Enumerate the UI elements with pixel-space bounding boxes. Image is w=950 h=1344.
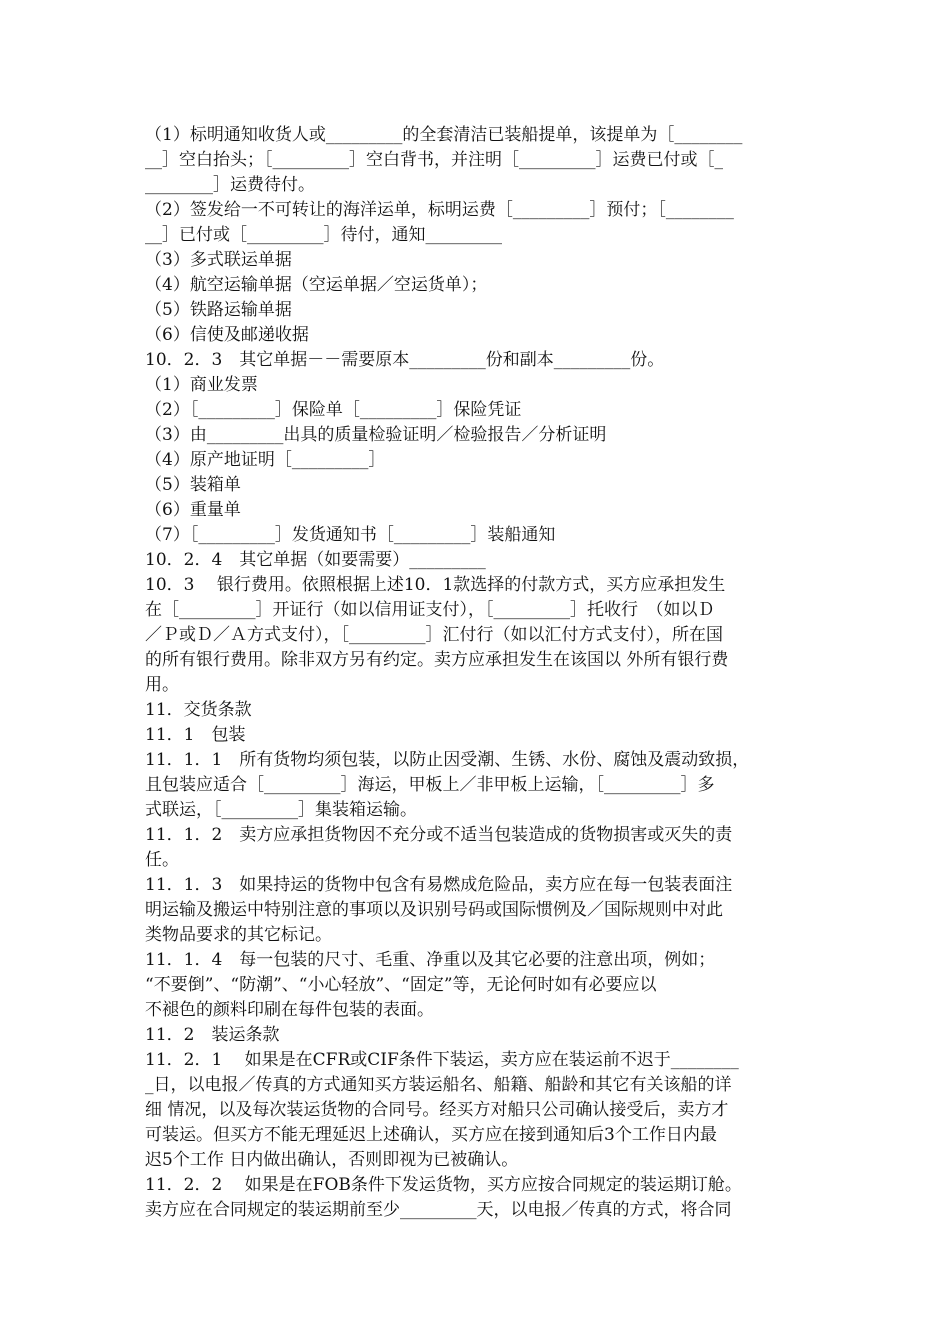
text-line: ________］运费待付。 — [145, 175, 315, 195]
text-line: （3）由_________出具的质量检验证明／检验报告／分析证明 — [145, 425, 607, 445]
section-heading: 11．1．1 所有货物均须包装，以防止因受潮、生锈、水份、腐蚀及震动致损， — [145, 750, 750, 770]
text-line: 式联运，［_________］集装箱运输。 — [145, 800, 417, 820]
text-line: 用。 — [145, 675, 179, 695]
text-line: （1）标明通知收货人或_________的全套清洁已装船提单，该提单为［________ — [145, 125, 743, 145]
section-heading: 11．1．4 每一包装的尺寸、毛重、净重以及其它必要的注意出项，例如； — [145, 950, 716, 970]
text-line: （1）商业发票 — [145, 375, 258, 395]
text-line: （4）原产地证明［_________］ — [145, 450, 386, 470]
text-line: 任。 — [145, 850, 179, 870]
section-heading: 11．2 装运条款 — [145, 1025, 280, 1045]
section-heading: 11．2．1 如果是在CFR或CIF条件下装运，卖方应在装运前不迟于________ — [145, 1050, 739, 1070]
text-line: __］已付或［_________］待付，通知_________ — [145, 225, 502, 245]
text-line: （4）航空运输单据（空运单据／空运货单）； — [145, 275, 488, 295]
text-line: 类物品要求的其它标记。 — [145, 925, 332, 945]
text-line: 在［_________］开证行（如以信用证支付），［_________］托收行 （如以Ｄ — [145, 600, 715, 620]
text-line: “不要倒”、“防潮”、“小心轻放”、“固定”等，无论何时如有必要应以 — [145, 975, 657, 995]
text-line: 且包装应适合［_________］海运，甲板上／非甲板上运输，［_________］多 — [145, 775, 715, 795]
section-heading: 11．1 包装 — [145, 725, 246, 745]
text-line: 迟5个工作 日内做出确认，否则即视为已被确认。 — [145, 1150, 519, 1170]
document-page — [145, 123, 810, 1223]
text-line: 细 情况，以及每次装运货物的合同号。经买方对船只公司确认接受后，卖方才 — [145, 1100, 729, 1120]
text-line: （5）铁路运输单据 — [145, 300, 292, 320]
text-line: （6）信使及邮递收据 — [145, 325, 309, 345]
text-line: _日，以电报／传真的方式通知买方装运船名、船籍、船龄和其它有关该船的详 — [145, 1075, 732, 1095]
text-line: （7）［_________］发货通知书［_________］装船通知 — [145, 525, 556, 545]
text-line: （2）签发给一不可转让的海洋运单，标明运费［_________］预付；［________ — [145, 200, 734, 220]
section-heading: 10．3 银行费用。依照根据上述10．1款选择的付款方式，买方应承担发生 — [145, 575, 726, 595]
text-line: 的所有银行费用。除非双方另有约定。卖方应承担发生在该国以 外所有银行费 — [145, 650, 729, 670]
section-heading: 10．2．3 其它单据－－需要原本_________份和副本_________份。 — [145, 350, 665, 370]
text-line: 可装运。但买方不能无理延迟上述确认，买方应在接到通知后3个工作日内最 — [145, 1125, 717, 1145]
text-line: ／Ｐ或Ｄ／Ａ方式支付），［_________］汇付行（如以汇付方式支付），所在国 — [145, 625, 723, 645]
text-line: （6）重量单 — [145, 500, 241, 520]
text-line: 不褪色的颜料印刷在每件包装的表面。 — [145, 1000, 434, 1020]
text-line: __］空白抬头；［_________］空白背书，并注明［_________］运费已付或［_ — [145, 150, 723, 170]
text-line: 明运输及搬运中特别注意的事项以及识别号码或国际惯例及／国际规则中对此 — [145, 900, 723, 920]
section-heading: 11．1．3 如果持运的货物中包含有易燃成危险品，卖方应在每一包装表面注 — [145, 875, 733, 895]
section-heading: 11．交货条款 — [145, 700, 252, 720]
section-heading: 11．1．2 卖方应承担货物因不充分或不适当包装造成的货物损害或灭失的责 — [145, 825, 733, 845]
text-line: （3）多式联运单据 — [145, 250, 292, 270]
section-heading: 11．2．2 如果是在FOB条件下发运货物，买方应按合同规定的装运期订舱。 — [145, 1175, 742, 1195]
section-heading: 10．2．4 其它单据（如要需要）_________ — [145, 550, 486, 570]
text-line: 卖方应在合同规定的装运期前至少_________天，以电报／传真的方式，将合同 — [145, 1200, 732, 1220]
text-line: （5）装箱单 — [145, 475, 241, 495]
text-line: （2）［_________］保险单［_________］保险凭证 — [145, 400, 522, 420]
